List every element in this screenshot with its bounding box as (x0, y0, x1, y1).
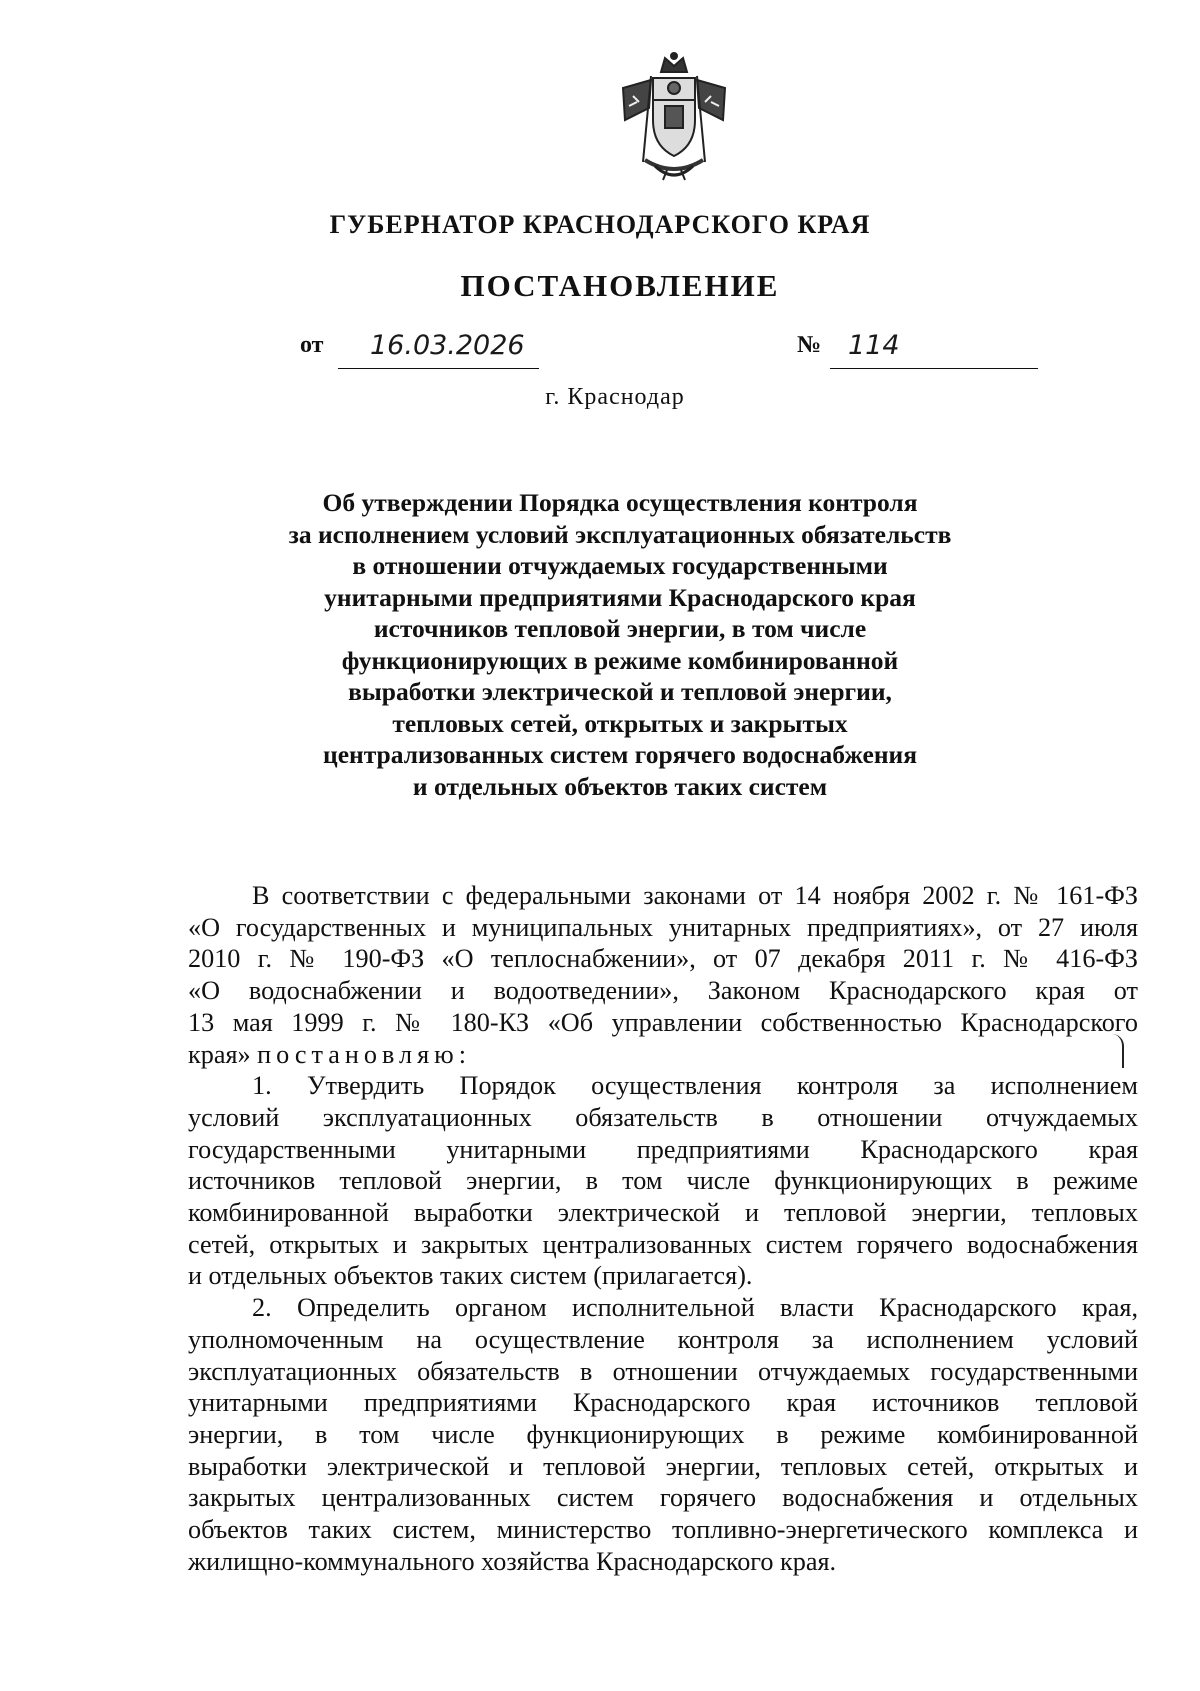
pen-mark (1112, 1034, 1124, 1068)
item-2-line: уполномоченным на осуществление контроля за исполнением условий (188, 1324, 1138, 1354)
item-1-last-line: и отдельных объектов таких систем (прилагается). (188, 1261, 753, 1291)
date-underline (338, 368, 539, 369)
number-underline (830, 368, 1038, 369)
item-2-line: 2. Определить органом исполнительной власти Краснодарского края, (252, 1293, 1138, 1323)
item-2-line: закрытых централизованных систем горячего водоснабжения и отдельных (188, 1483, 1138, 1513)
title-line: в отношении отчуждаемых государственными (352, 551, 888, 580)
item-2-line: выработки электрической и тепловой энергии, тепловых сетей, открытых и (188, 1451, 1138, 1481)
document-type-heading: ПОСТАНОВЛЕНИЕ (460, 268, 780, 303)
item-2-line: энергии, в том числе функционирующих в режиме комбинированной (188, 1419, 1138, 1449)
title-line: и отдельных объектов таких систем (412, 771, 828, 801)
title-line: унитарными предприятиями Краснодарского края (324, 582, 916, 612)
preamble-line: В соответствии с федеральными законами от 14 ноября 2002 г. № 161-ФЗ (252, 881, 1138, 910)
title-line: за исполнением условий эксплуатационных обязательств (288, 519, 952, 549)
preamble-line: «О водоснабжении и водоотведении», Законом Краснодарского края от (188, 976, 1138, 1006)
coat-of-arms-emblem (615, 50, 733, 188)
item-2-line: объектов таких систем, министерство топливно-энергетического комплекса и (188, 1515, 1138, 1545)
preamble-closing-line (188, 1039, 1138, 1071)
issuing-authority-heading: ГУБЕРНАТОР КРАСНОДАРСКОГО КРАЯ (329, 210, 871, 239)
title-line: источников тепловой энергии, в том числе (373, 614, 867, 643)
title-line: тепловых сетей, открытых и закрытых (392, 708, 848, 738)
item-1-line: государственными унитарными предприятиями Краснодарского края (188, 1134, 1138, 1164)
city-line: г. Краснодар (545, 384, 685, 410)
date-value: 16.03.2026 (370, 330, 525, 361)
document-body (188, 880, 1138, 1577)
item-1-line: сетей, открытых и закрытых централизованных систем горячего водоснабжения (188, 1229, 1138, 1259)
item-2-last-line: жилищно-коммунального хозяйства Краснодарского края. (188, 1546, 837, 1576)
resolve-word: постановляю: (257, 1039, 471, 1069)
item-2-line: эксплуатационных обязательств в отношении отчуждаемых государственными (188, 1356, 1138, 1386)
document-title (200, 487, 1040, 802)
title-line: выработки электрической и тепловой энергии, (348, 677, 892, 706)
item-1-line: 1. Утвердить Порядок осуществления контроля за исполнением (252, 1071, 1138, 1101)
item-1-line: комбинированной выработки электрической и тепловой энергии, тепловых (188, 1198, 1138, 1228)
item-1-line: условий эксплуатационных обязательств в отношении отчуждаемых (188, 1102, 1138, 1132)
number-value: 114 (848, 330, 900, 361)
title-line: Об утверждении Порядка осуществления контроля (322, 488, 918, 517)
preamble-line: 2010 г. № 190-ФЗ «О теплоснабжении», от 07 декабря 2011 г. № 416-ФЗ (188, 944, 1138, 974)
preamble-line: 13 мая 1999 г. № 180-КЗ «Об управлении собственностью Краснодарского (188, 1007, 1138, 1037)
preamble-line: «О государственных и муниципальных унитарных предприятиях», от 27 июля (188, 912, 1138, 942)
date-label: от (300, 332, 324, 358)
title-line: централизованных систем горячего водоснабжения (323, 740, 917, 769)
item-2-line: унитарными предприятиями Краснодарского края источников тепловой (188, 1388, 1138, 1418)
number-label: № (797, 332, 822, 358)
title-line: функционирующих в режиме комбинированной (341, 645, 899, 675)
item-1-line: источников тепловой энергии, в том числе функционирующих в режиме (188, 1166, 1138, 1196)
preamble-last-text: края» (188, 1039, 251, 1069)
